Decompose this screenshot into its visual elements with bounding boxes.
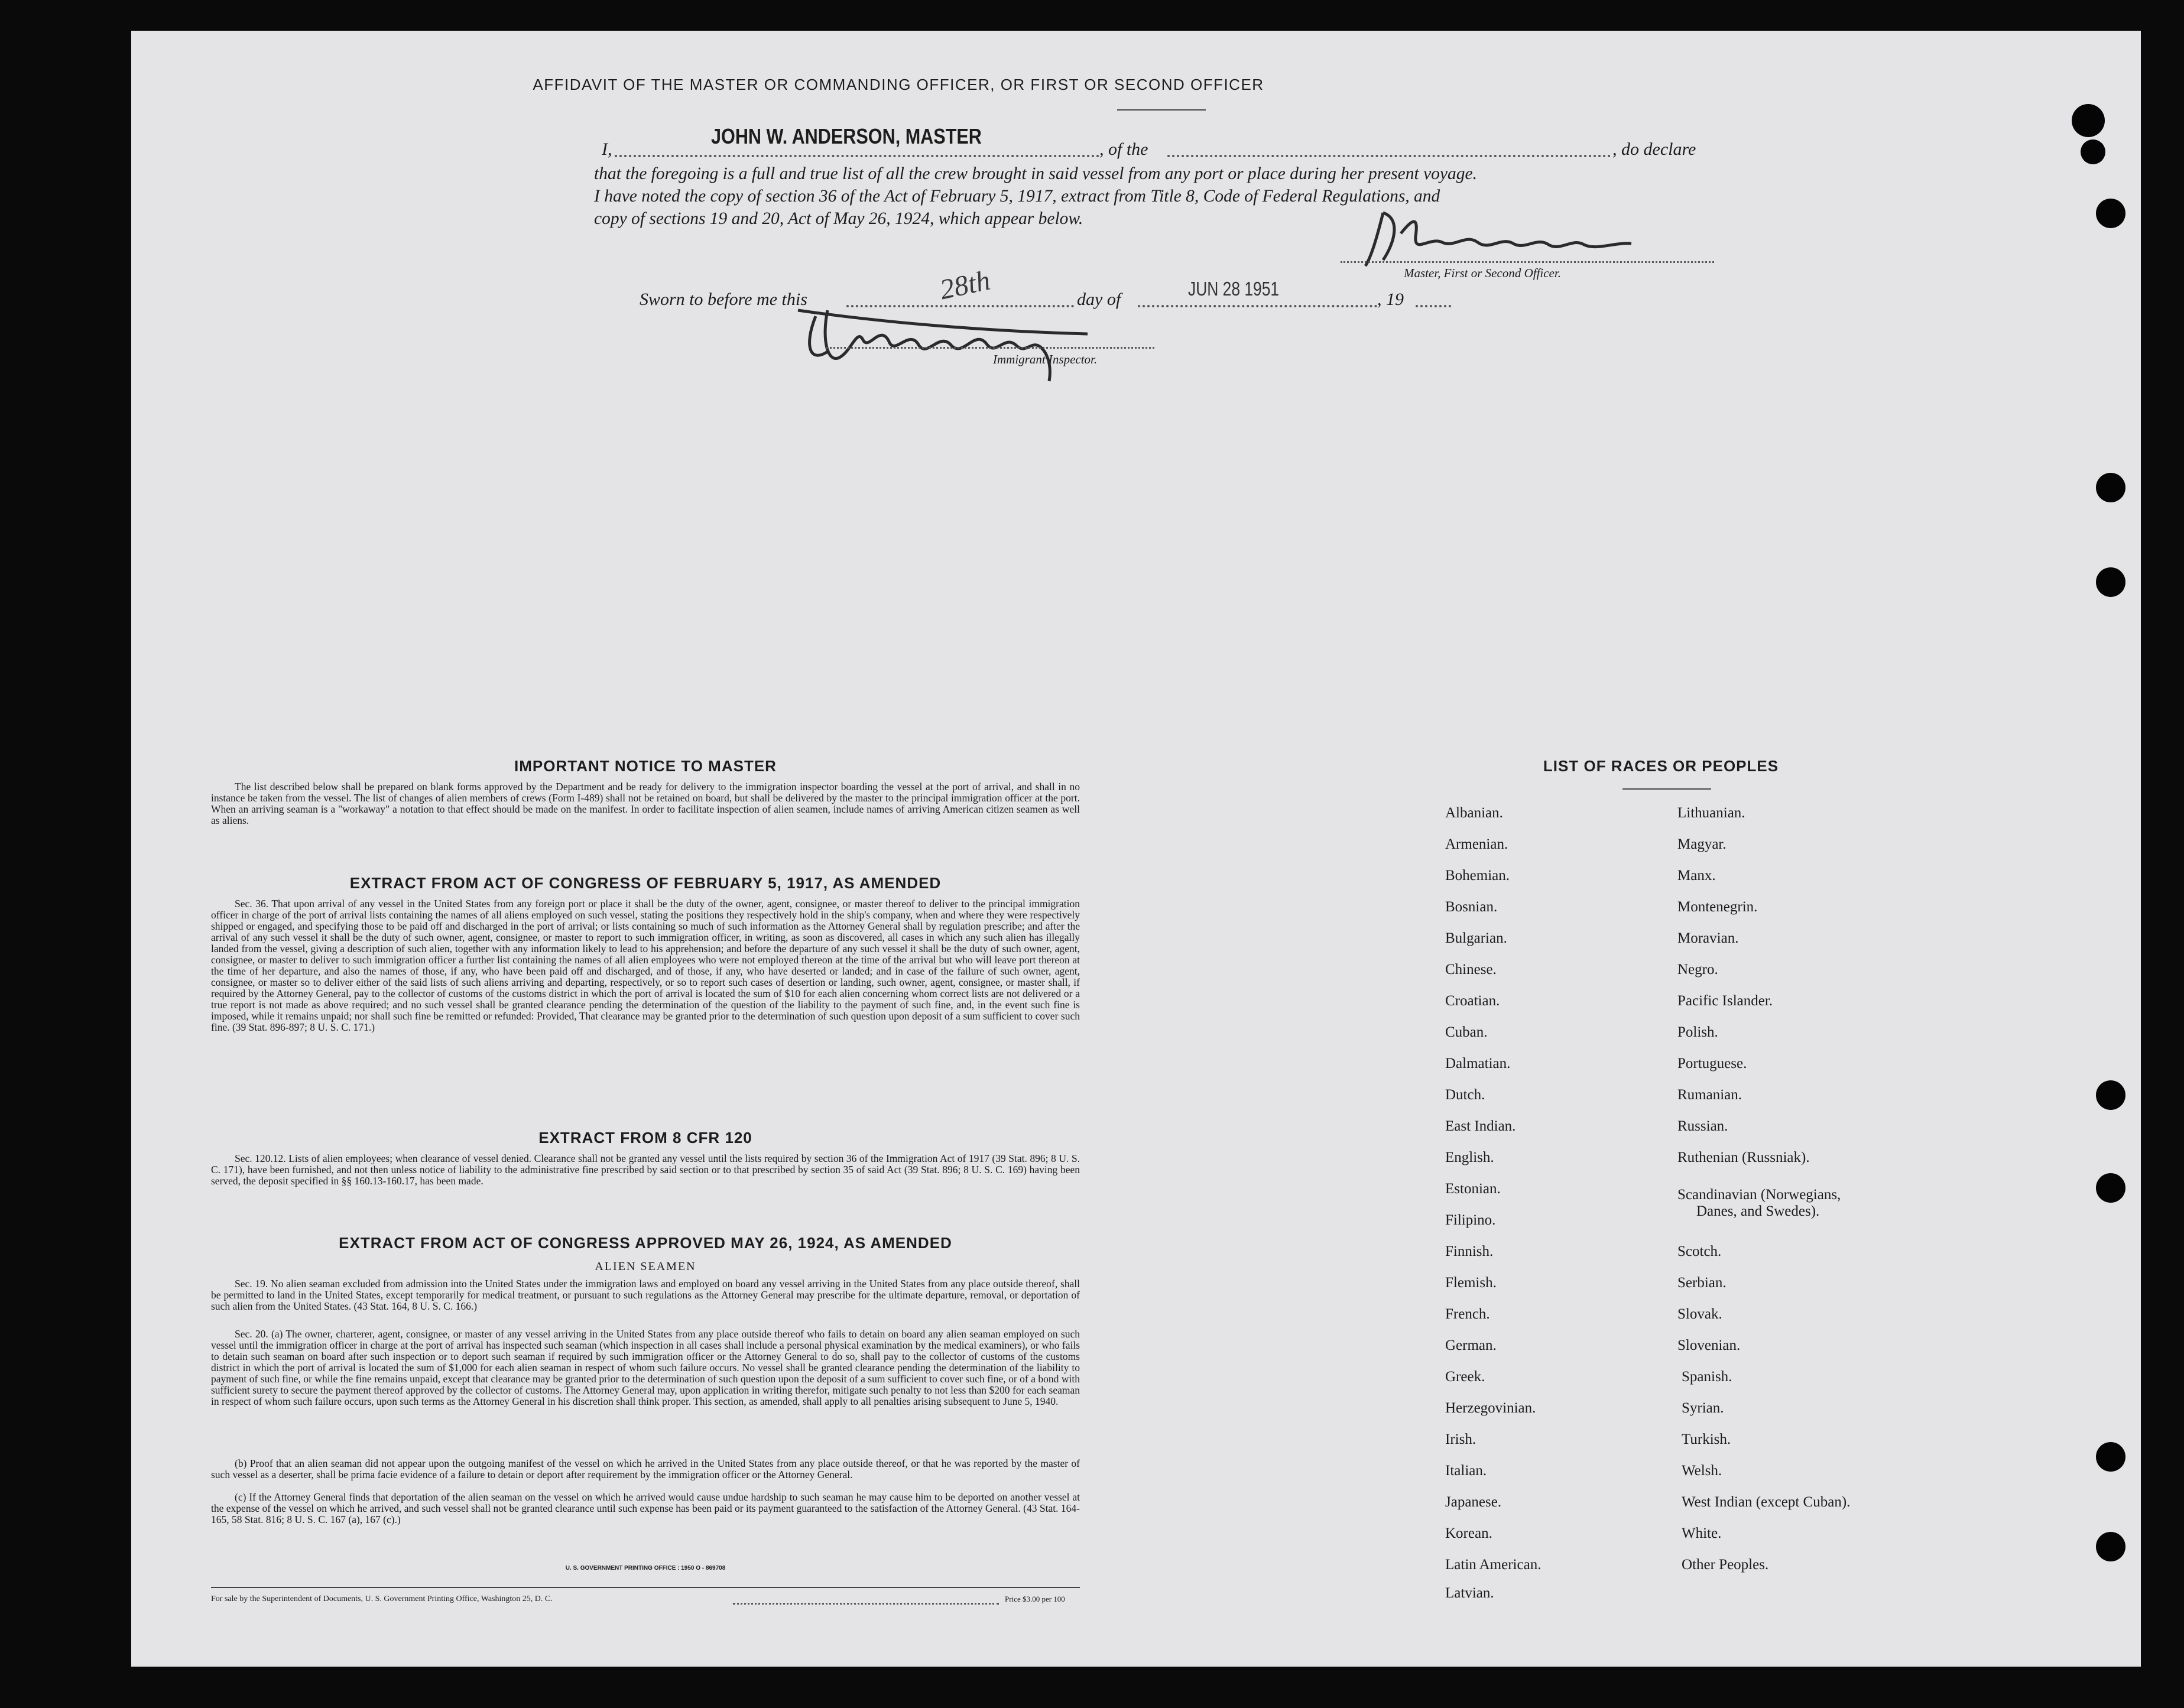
footer-price: Price $3.00 per 100 (1005, 1595, 1065, 1603)
race-item: Syrian. (1682, 1400, 1724, 1416)
punch-hole (2081, 139, 2105, 164)
race-item: Danes, and Swedes). (1696, 1203, 1820, 1219)
race-item: White. (1682, 1525, 1722, 1541)
title-rule (1117, 109, 1206, 111)
races-heading: LIST OF RACES OR PEOPLES (1543, 757, 1779, 775)
date-line (1138, 305, 1377, 307)
affidavit-line-3: I have noted the copy of section 36 of the Act of February 5, 1917, extract from Title 8, Code of Federal Regulations, and (594, 187, 1440, 206)
day-value: 28th (937, 264, 993, 306)
race-item: Russian. (1677, 1118, 1728, 1134)
race-item: Other Peoples. (1682, 1557, 1769, 1573)
race-item: Scotch. (1677, 1243, 1722, 1259)
punch-hole (2096, 1442, 2125, 1472)
race-item: Welsh. (1682, 1463, 1722, 1479)
race-item: Bosnian. (1445, 899, 1498, 915)
inspector-caption: Immigrant Inspector. (993, 352, 1098, 366)
footer-sale-text: For sale by the Superintendent of Documents, U. S. Government Printing Office, Washington 25, D. C. (211, 1595, 553, 1603)
race-item: Cuban. (1445, 1024, 1488, 1040)
race-item: Lithuanian. (1677, 805, 1745, 821)
extract-1924-sec19: Sec. 19. No alien seaman excluded from admission into the United States under the immigration laws and employed on board any vessel arriving in the United States from any place outside thereof, shall be permitted to land in the United States, except temporarily for medical treatment, or pursuant to such regulations as the Attorney General may prescribe for the ultimate departure, removal, or deportation of such alien from the United States. (43 Stat. 164, 8 U. S. C. 166.) (211, 1278, 1080, 1312)
race-item: Greek. (1445, 1369, 1485, 1385)
race-item: Irish. (1445, 1431, 1476, 1447)
race-item: Negro. (1677, 962, 1718, 978)
race-item: Pacific Islander. (1677, 993, 1773, 1009)
race-item: Estonian. (1445, 1181, 1501, 1197)
day-of-label: day of (1077, 290, 1121, 309)
date-stamp: JUN 28 1951 (1188, 278, 1280, 300)
punch-hole (2096, 199, 2125, 228)
race-item: Finnish. (1445, 1243, 1494, 1259)
race-item: Spanish. (1682, 1369, 1732, 1385)
master-signature-line (1341, 261, 1714, 263)
races-rule (1622, 788, 1711, 790)
extract-1917-heading: EXTRACT FROM ACT OF CONGRESS OF FEBRUARY 5, 1917, AS AMENDED (349, 874, 942, 892)
sworn-label: Sworn to before me this (640, 290, 807, 309)
year-line (1416, 305, 1451, 307)
punch-hole (2096, 1532, 2125, 1561)
punch-hole (2072, 104, 2105, 137)
race-item: Bulgarian. (1445, 930, 1507, 946)
extract-1917-text: Sec. 36. That upon arrival of any vessel in the United States from any foreign port or place it shall be the duty of the owner, agent, consignee, or master thereof to deliver to the principal immigration officer in charge of the port of arrival lists containing the names of all aliens employed on such vessel, stating the positions they respectively hold in the ship's company, when and where they were respectively shipped or engaged, and specifying those to be paid off and discharged in the port of arrival; or lists containing so much of such information as the Attorney General shall by regulation prescribe; and after the arrival of any such vessel it shall be the duty of such owner, agent, consignee, or master to report to such immigration officer, in writing, as soon as discovered, all cases in which any such alien has illegally landed from the vessel, giving a description of such alien, together with any information likely to lead to his apprehension; and before the departure of any such vessel it shall be the duty of such owner, agent, consignee, or master to deliver to such immigration officer a further list containing the names of all alien employees who were not employed thereon at the time of the arrival but who will leave port thereon at the time of her departure, and also the names of those, if any, who have been paid off and discharged, and of those, if any, who have deserted or landed; and in case of the failure of such owner, agent, consignee, or master so to deliver either of the said lists of such aliens arriving and departing, respectively, or so to report such cases of desertion or landing, such owner, agent, consignee, or master shall, if required by the Attorney General, pay to the collector of customs of the customs district in which the port of arrival is located the sum of $10 for each alien concerning whom correct lists are not delivered or a true report is not made as above required; and no such vessel shall be granted clearance pending the determination of the question of the liability to the payment of such fine, and, in the event such fine is imposed, while it remains unpaid; nor shall such fine be remitted or refunded: Provided, That clearance may be granted prior to the determination of such question upon deposit of a sum sufficient to cover such fine. (39 Stat. 896-897; 8 U. S. C. 171.) (211, 898, 1080, 1033)
race-item: Bohemian. (1445, 868, 1510, 884)
race-item: Armenian. (1445, 836, 1508, 852)
race-item: Serbian. (1677, 1275, 1727, 1291)
affidavit-title: AFFIDAVIT OF THE MASTER OR COMMANDING OFFICER, OR FIRST OR SECOND OFFICER (533, 76, 1264, 93)
race-item: English. (1445, 1150, 1494, 1165)
inspector-signature (792, 298, 1099, 387)
extract-1924-sec20a: Sec. 20. (a) The owner, charterer, agent, consignee, or master of any vessel arriving in the United States from any place outside thereof who fails to detain on board any alien seaman employed on such vessel until the immigration officer in charge at the port of arrival has inspected such seaman (which inspection in all cases shall include a personal physical examination by the medical examiners), or who fails to detain such seaman on board after such inspection or to deport such seaman if required by such immigration officer or the Attorney General to do so, shall pay to the collector of customs of the customs district in which the port of arrival is located the sum of $1,000 for each alien seaman in respect of whom such failure occurs. No vessel shall be granted clearance pending the determination of the liability to payment of such fine, or while the fine remains unpaid, except that clearance may be granted prior to the determination of such question upon the deposit of a sum sufficient to cover such fine, or of a bond with sufficient surety to secure the payment thereof approved by the collector of customs. The Attorney General may, upon application in writing therefor, mitigate such penalty to not less than $200 for each seaman in respect of whom such failure occurs, upon such terms as the Attorney General in his discretion shall think proper. This section, as amended, shall apply to all penalties arising subsequent to June 5, 1940. (211, 1328, 1080, 1407)
race-item: Turkish. (1682, 1431, 1731, 1447)
race-item: Albanian. (1445, 805, 1503, 821)
master-name: JOHN W. ANDERSON, MASTER (711, 124, 982, 148)
race-item: Herzegovinian. (1445, 1400, 1536, 1416)
punch-hole (2096, 1173, 2125, 1203)
notice-heading: IMPORTANT NOTICE TO MASTER (514, 757, 777, 775)
race-item: Rumanian. (1677, 1087, 1742, 1103)
affidavit-i: I, (602, 139, 612, 159)
do-declare-label: , do declare (1612, 139, 1696, 159)
extract-1924-heading: EXTRACT FROM ACT OF CONGRESS APPROVED MAY 26, 1924, AS AMENDED (339, 1234, 952, 1252)
race-item: Magyar. (1677, 836, 1727, 852)
punch-hole (2096, 473, 2125, 502)
race-item: Latvian. (1445, 1585, 1494, 1601)
cfr-text: Sec. 120.12. Lists of alien employees; when clearance of vessel denied. Clearance shall not be granted any vessel until the lists required by section 36 of the Immigration Act of 1917 (39 Stat. 896; 8 U. S. C. 171), have been furnished, and not then unless notice of liability to the administrative fine prescribed by said section or to that prescribed by section 35 of said Act (39 Stat. 896; 8 U. S. C. 169) having been served, the deposit specified in §§ 160.13-160.17, has been made. (211, 1152, 1080, 1187)
race-item: Filipino. (1445, 1212, 1496, 1228)
footer-rule (211, 1587, 1080, 1588)
race-item: West Indian (except Cuban). (1682, 1494, 1851, 1510)
race-item: Portuguese. (1677, 1056, 1747, 1071)
vessel-line (1167, 155, 1611, 157)
punch-hole (2096, 1080, 2125, 1110)
race-item: French. (1445, 1306, 1490, 1322)
race-item: Ruthenian (Russniak). (1677, 1150, 1810, 1165)
race-item: Korean. (1445, 1525, 1492, 1541)
extract-1924-sec20b: (b) Proof that an alien seaman did not appear upon the outgoing manifest of the vessel on which he arrived in the United States from any place outside thereof, or that he was reported by the master of such vessel as a deserter, shall be prima facie evidence of a failure to detain or deport after requirement by the immigration officer or the Attorney General. (211, 1457, 1080, 1480)
race-item: Dutch. (1445, 1087, 1485, 1103)
race-item: East Indian. (1445, 1118, 1516, 1134)
printing-office-line: U. S. GOVERNMENT PRINTING OFFICE : 1950 O - 869708 (565, 1565, 726, 1571)
inspector-signature-line (826, 347, 1154, 349)
extract-1924-sec20c: (c) If the Attorney General finds that deportation of the alien seaman on the vessel on which he arrived would cause undue hardship to such seaman he may cause him to be deported on another vessel at the expense of the vessel on which he arrived, and such vessel shall not be granted clearance until such expense has been paid or its payment guaranteed to the satisfaction of the Attorney General. (43 Stat. 164-165, 58 Stat. 816; 8 U. S. C. 167 (a), 167 (c).) (211, 1491, 1080, 1525)
race-item: Manx. (1677, 868, 1716, 884)
name-line (615, 155, 1099, 157)
punch-hole (2096, 567, 2125, 597)
race-item: Slovak. (1677, 1306, 1722, 1322)
race-item: Latin American. (1445, 1557, 1542, 1573)
race-item: Scandinavian (Norwegians, (1677, 1187, 1841, 1203)
alien-seamen-subheading: ALIEN SEAMEN (595, 1260, 696, 1273)
race-item: Chinese. (1445, 962, 1497, 978)
race-item: Polish. (1677, 1024, 1718, 1040)
race-item: Moravian. (1677, 930, 1739, 946)
of-the-label: , of the (1099, 139, 1148, 159)
race-item: Montenegrin. (1677, 899, 1758, 915)
footer-leader (733, 1603, 999, 1605)
race-item: Japanese. (1445, 1494, 1502, 1510)
notice-text: The list described below shall be prepared on blank forms approved by the Department and be ready for delivery to the immigration inspector boarding the vessel at the port of arrival, and shall in no instance be taken from the vessel. The list of changes of alien members of crews (Form I-489) shall not be retained on board, but shall be delivered by the master to the principal immigration officer at the port. When an arriving seaman is a "workaway" a notation to that effect should be made on the manifest. In order to facilitate inspection of alien seamen, include names of arriving American citizen seamen as well as aliens. (211, 781, 1080, 826)
year-label: , 19 (1377, 290, 1404, 309)
master-caption: Master, First or Second Officer. (1404, 266, 1561, 280)
race-item: German. (1445, 1337, 1497, 1353)
affidavit-line-4: copy of sections 19 and 20, Act of May 26, 1924, which appear below. (594, 209, 1083, 228)
document-sheet (131, 31, 2141, 1667)
race-item: Italian. (1445, 1463, 1487, 1479)
cfr-heading: EXTRACT FROM 8 CFR 120 (538, 1129, 752, 1147)
race-item: Croatian. (1445, 993, 1500, 1009)
race-item: Dalmatian. (1445, 1056, 1511, 1071)
race-item: Flemish. (1445, 1275, 1497, 1291)
affidavit-line-2: that the foregoing is a full and true list of all the crew brought in said vessel from any port or place during her present voyage. (594, 164, 1477, 183)
race-item: Slovenian. (1677, 1337, 1741, 1353)
